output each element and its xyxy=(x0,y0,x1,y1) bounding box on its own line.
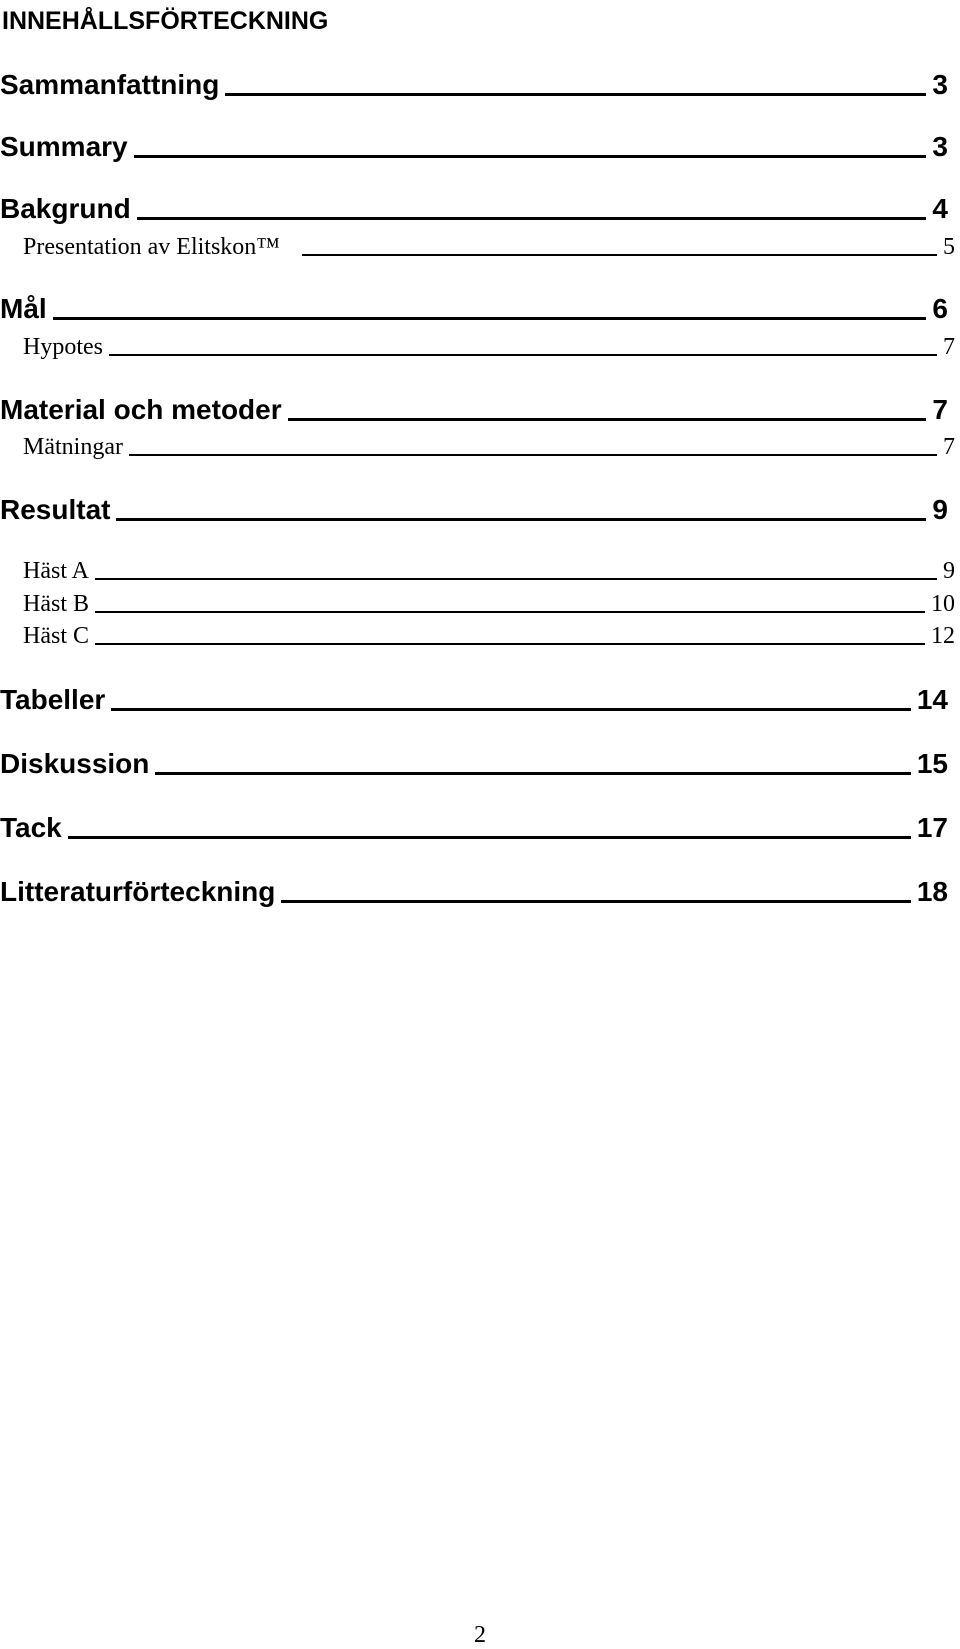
toc-entry-resultat[interactable] xyxy=(0,493,948,527)
toc-entry-hypotes[interactable] xyxy=(23,333,955,361)
toc-leader-line xyxy=(137,217,927,220)
toc-entry-hast-a[interactable] xyxy=(23,557,955,585)
toc-entry-title: Tabeller xyxy=(0,684,106,715)
toc-entry-litteraturforteckning[interactable] xyxy=(0,875,948,909)
toc-entry-page: 7 xyxy=(943,334,955,360)
toc-entry-title: Hypotes xyxy=(23,334,103,360)
toc-entry-title: Bakgrund xyxy=(0,193,131,224)
toc-entry-title: Häst A xyxy=(23,558,89,584)
toc-entry-title: Sammanfattning xyxy=(0,69,220,100)
toc-entry-title: Diskussion xyxy=(0,748,150,779)
toc-entry-page: 9 xyxy=(932,494,948,525)
toc-leader-line xyxy=(111,708,911,711)
toc-entry-title: Mål xyxy=(0,293,47,324)
toc-leader-line xyxy=(155,772,910,775)
toc-leader-line xyxy=(68,836,911,839)
toc-leader-line xyxy=(302,254,937,256)
toc-entry-page: 12 xyxy=(931,623,955,649)
toc-entry-hast-b[interactable] xyxy=(23,590,955,618)
toc-entry-presentation-av-elitskon[interactable] xyxy=(23,233,955,261)
toc-leader-line xyxy=(95,643,925,645)
toc-entry-page: 18 xyxy=(916,876,948,907)
toc-entry-bakgrund[interactable] xyxy=(0,192,948,226)
toc-entry-page: 7 xyxy=(943,434,955,460)
toc-leader-line xyxy=(109,354,937,356)
page-number: 2 xyxy=(474,1622,486,1648)
toc-entry-page: 3 xyxy=(932,69,948,100)
toc-entry-title: Häst B xyxy=(23,591,89,617)
toc-entry-tack[interactable] xyxy=(0,811,948,845)
toc-leader-line xyxy=(95,578,937,580)
toc-entry-page: 5 xyxy=(943,234,955,260)
toc-entry-material-och-metoder[interactable] xyxy=(0,393,948,427)
toc-entry-mal[interactable] xyxy=(0,292,948,326)
toc-leader-line xyxy=(288,418,927,421)
toc-heading: INNEHÅLLSFÖRTECKNING xyxy=(2,7,329,35)
toc-entry-summary[interactable] xyxy=(0,130,948,164)
toc-entry-tabeller[interactable] xyxy=(0,683,948,717)
toc-entry-page: 17 xyxy=(916,812,948,843)
toc-entry-title: Resultat xyxy=(0,494,111,525)
toc-leader-line xyxy=(116,518,926,521)
toc-entry-title: Tack xyxy=(0,812,62,843)
toc-entry-title: Summary xyxy=(0,131,128,162)
toc-entry-page: 10 xyxy=(931,591,955,617)
toc-leader-line xyxy=(281,900,910,903)
toc-leader-line xyxy=(129,454,937,456)
toc-leader-line xyxy=(95,611,925,613)
toc-entry-title: Presentation av Elitskon™ xyxy=(23,234,280,260)
toc-leader-line xyxy=(53,317,927,320)
toc-entry-page: 3 xyxy=(932,131,948,162)
toc-entry-page: 6 xyxy=(932,293,948,324)
toc-entry-page: 9 xyxy=(943,558,955,584)
toc-entry-page: 7 xyxy=(932,394,948,425)
toc-entry-diskussion[interactable] xyxy=(0,747,948,781)
toc-entry-matningar[interactable] xyxy=(23,433,955,461)
toc-entry-page: 14 xyxy=(916,684,948,715)
toc-entry-title: Häst C xyxy=(23,623,89,649)
toc-entry-title: Mätningar xyxy=(23,434,123,460)
toc-entry-page: 4 xyxy=(932,193,948,224)
toc-entry-page: 15 xyxy=(916,748,948,779)
toc-entry-title: Material och metoder xyxy=(0,394,282,425)
toc-entry-sammanfattning[interactable] xyxy=(0,68,948,102)
toc-entry-hast-c[interactable] xyxy=(23,622,955,650)
toc-leader-line xyxy=(225,93,926,96)
toc-entry-title: Litteraturförteckning xyxy=(0,876,276,907)
toc-leader-line xyxy=(134,155,927,158)
